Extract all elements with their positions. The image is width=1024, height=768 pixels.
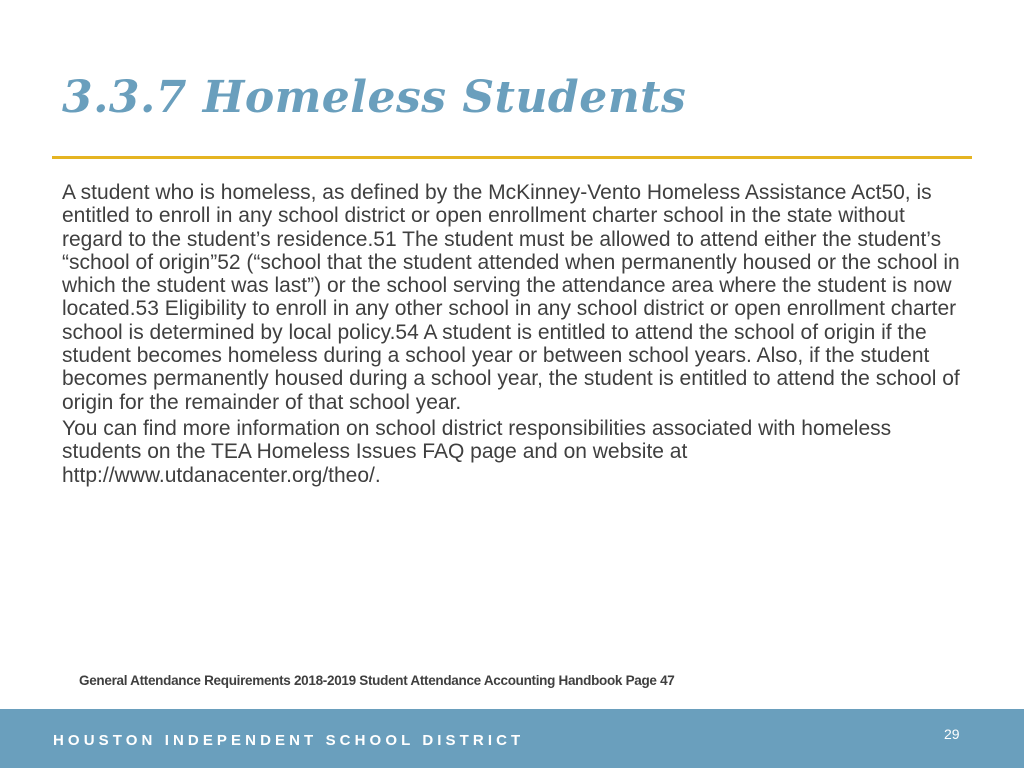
slide-title: 3.3.7 Homeless Students	[62, 72, 687, 123]
footer-bar	[0, 709, 1024, 768]
body-text	[62, 181, 967, 487]
body-paragraph-2: You can find more information on school district responsibilities associated with homeless students on the TEA Homeless Issues FAQ page and on website at http://www.utdanacenter.org/theo/.	[62, 416, 892, 487]
body-paragraph-1: A student who is homeless, as defined by the McKinney-Vento Homeless Assistance Act50, is entitled to enroll in any school district or open enrollment charter school in the state without regard to the student’s residence.51 The student must be allowed to attend either the student’s “school of origin”52 (“school that the student attended when permanently housed or the school in which the student was last”) or the school serving the attendance area where the student is now located.53 Eligibility to enroll in any other school in any school district or open enrollment charter school is determined by local policy.54 A student is entitled to attend the school of origin if the student becomes homeless during a school year or between school years. Also, if the student becomes permanently housed during a school year, the student is entitled to attend the school of origin for the remainder of that school year.	[62, 181, 960, 414]
district-name: HOUSTON INDEPENDENT SCHOOL DISTRICT	[53, 732, 525, 749]
source-citation: General Attendance Requirements 2018-2019 Student Attendance Accounting Handbook Page 47	[79, 673, 675, 688]
title-divider	[52, 156, 972, 159]
page-number: 29	[944, 726, 960, 742]
